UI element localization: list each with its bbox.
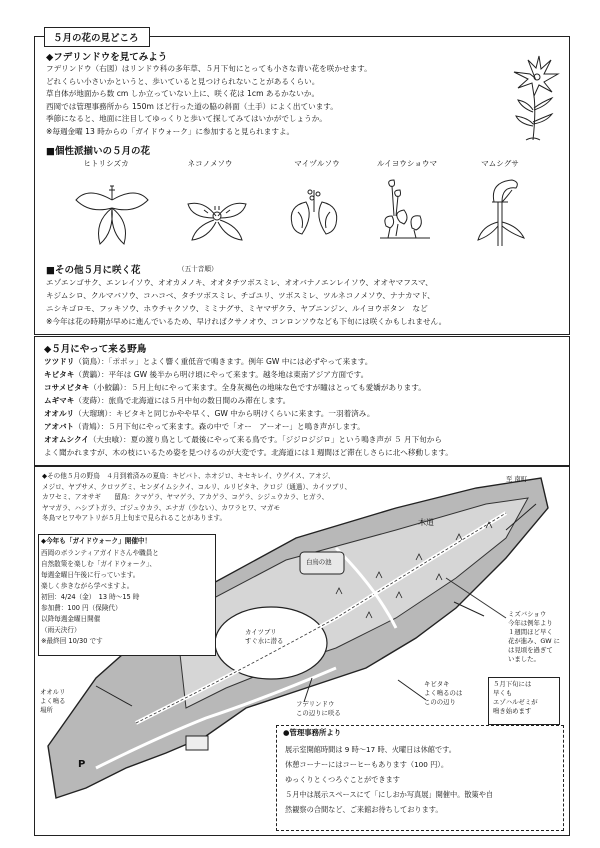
office-body	[285, 742, 559, 828]
guide-line: （雨天決行）	[41, 626, 81, 634]
bird-text: （黄鶲）：平年は GW 後半から明け頃にやって来ます。越冬地は東南アジア方面です。	[74, 370, 369, 379]
bird-row	[44, 395, 290, 408]
map-label-fude	[296, 700, 341, 718]
bird-row	[44, 369, 368, 382]
cicada-line: エゾハルゼミが	[493, 698, 538, 706]
bird-row	[44, 382, 426, 395]
office-heading: ●管理事務所より	[283, 728, 342, 737]
other-birds-line: ◆その他５月の野鳥 ４月到着済みの夏鳥：キビバト、ホオジロ、キセキレイ、ウグイス、アオジ、	[42, 472, 335, 480]
kibitaki-line: キビタキ	[424, 680, 450, 688]
kibitaki-line: よく鳴るのは	[424, 689, 463, 697]
other-birds-line: 冬鳥マヒワやアトリが５月上旬まで見られることがあります。	[42, 514, 227, 522]
cicada-line: ５月下旬には	[493, 680, 532, 688]
fude-line: 西岡では管理事務所から 150m ほど行った道の脇の斜面（土手）によく出ています。	[46, 101, 338, 111]
guide-line: 初回：4/24（金） 13 時〜15 時	[41, 593, 140, 601]
bird-text: （大虫喰）：夏の渡り鳥として最後にやって来る鳥です。「ジジロジジロ」という鳴き声が ５ 月下旬から	[88, 435, 442, 444]
map-label-parking: P	[78, 759, 86, 770]
flower-name-nekonomesou: ネコノメソウ	[187, 159, 233, 168]
mizubashou-line: 今年は例年より	[508, 619, 553, 627]
flowers-title-box	[44, 27, 150, 47]
fude-line: どれくらい小さいかというと、歩いていると見つけられないことがあるくらい。	[46, 76, 320, 86]
flowers-title: ５月の花の見どころ	[53, 33, 139, 44]
bird-row	[44, 421, 365, 434]
bird-text: （小鮫鶲）：５月上旬にやって来ます。全身灰褐色の地味な色ですが瞳はとっても愛嬌があります。	[89, 383, 426, 392]
kibitaki-line: このの辺り	[424, 698, 456, 706]
guide-line: 以降毎週金曜日開催	[41, 615, 101, 623]
office-info-box	[276, 725, 564, 831]
guide-line: ※最終回 10/30 です	[41, 637, 103, 645]
cicada-line: 早くも	[493, 689, 513, 697]
maizurusou-illustration	[284, 184, 344, 244]
other-flowers-note: （五十音順）	[178, 265, 218, 273]
fude-line: 草自体が地面から数 cm しか立っていない上に、咲く花は 1cm あるかないか。	[46, 89, 320, 98]
map-label-pond	[245, 628, 283, 646]
bird-text: よく聞かれますが、木の枝にいるため姿を見つけるのが大変です。北海道には１週間ほど滞在しさらに北へ移動します。	[44, 448, 453, 457]
office-line: 然観察の合間など、ご来館お待ちしております。	[285, 805, 443, 814]
fude-paragraph	[46, 63, 506, 143]
guide-line: 参加費：100 円（保険代）	[41, 604, 122, 612]
bird-name: アオバト	[44, 422, 74, 431]
office-line: 展示室開館時間は 9 時〜17 時、火曜日は休館です。	[285, 745, 456, 754]
mamushigusa-illustration	[472, 172, 534, 250]
cicada-note-box	[488, 677, 560, 725]
fude-line: この辺りに咲る	[296, 709, 341, 717]
pond-line2: すぐ水に潜る	[245, 637, 284, 645]
other-flowers-line: キジムシロ、クルマバソウ、コハコベ、タチツボスミレ、チゴユリ、ツボスミレ、ツルネコノメソウ、ナナカマド、	[46, 291, 435, 300]
guide-line: 自然散策を楽しむ「ガイドウォーク」、	[41, 560, 156, 568]
mizubashou-line: １週間ほど早く	[508, 628, 553, 636]
bird-row	[44, 447, 453, 460]
map-label-boardwalk: 木道	[418, 518, 434, 527]
bird-row	[44, 356, 372, 369]
bird-text: （麦蒔）：旅鳥で北海道には５月中旬の数日間のみ滞在します。	[74, 396, 291, 405]
other-flowers-line: ニシキゴロモ、フッキソウ、ホウチャクソウ、ミミナグサ、ミヤマザクラ、ヤブニンジン、ルイヨウボタン など	[46, 304, 428, 313]
flower-name-maizurusou: マイヅルソウ	[294, 159, 340, 168]
bird-row	[44, 408, 374, 421]
other-birds-line: カワセミ、アオサギ 留鳥：クマゲラ、ヤマゲラ、アカゲラ、コゲラ、シジュウカラ、ヒガラ、	[42, 493, 329, 501]
mizubashou-line: 花が進み、GW に	[508, 637, 561, 645]
other-birds-line: メジロ、ヤブサメ、クロツグミ、センダイムシクイ、コルリ、ルリビタキ、クロジ（通過）、カイツブリ、	[42, 482, 352, 491]
other-birds-line: ヤマガラ、ハシブトガラ、ゴジュウカラ、エナガ（少ない）、カワラヒワ、マガモ	[42, 503, 281, 512]
fude-heading: ◆フデリンドウを見てみよう	[46, 52, 168, 63]
ruiyoushouma-illustration	[376, 176, 438, 248]
map-label-mizubashou	[508, 610, 560, 664]
cicada-note	[493, 680, 538, 716]
bird-text: （筒鳥）：「ポポッ」とよく響く重低音で鳴きます。例年 GW 中には必ずやって来ます。	[74, 357, 373, 366]
birds-title: ◆５月にやって来る野鳥	[44, 344, 147, 355]
nekonomesou-illustration	[174, 186, 260, 246]
guide-walk-body	[41, 548, 211, 652]
other-flowers-line: ※今年は花の時期が早めに進んでいるため、早ければクサノオウ、コンロンソウなども下旬には咲くかもしれません。	[46, 317, 447, 326]
guide-line: 毎週金曜日午後に行っています。	[41, 571, 140, 579]
bird-name: ムギマキ	[44, 396, 75, 405]
fude-line: フデリンドウ	[296, 700, 335, 708]
mizubashou-line: は見頃を過ぎて	[508, 646, 553, 654]
map-label-kibitaki	[424, 680, 462, 707]
map-label-oruri	[40, 688, 66, 715]
map-label-fountain: 白鳥の池	[306, 558, 332, 566]
flower-name-ruiyoushouma: ルイヨウショウマ	[376, 159, 438, 168]
other-flowers-heading: ■その他５月に咲く花	[46, 265, 141, 276]
bird-name: ツツドリ	[44, 357, 75, 366]
other-flowers-line: エゾエンゴサク、エンレイソウ、オオカメノキ、オオタチツボスミレ、オオバナノエンレイソウ、オオヤマフスマ、	[46, 278, 433, 287]
flower-name-mamushigusa: マムシグサ	[481, 159, 519, 168]
mizubashou-line: ミズバショウ	[508, 610, 547, 618]
guide-walk-heading: ◆今年も「ガイドウォーク」開催中！	[41, 537, 152, 545]
fude-rindou-illustration	[506, 52, 564, 144]
bird-name: オオムシクイ	[44, 435, 89, 444]
hitorishizuka-illustration	[70, 178, 154, 248]
bird-text: （大瑠璃）：キビタキと同じかやや早く、GW 中から明けくらいに来ます。一羽着済み。	[74, 409, 375, 418]
fude-line: 季節になると、地面に注目してゆっくりと歩いて探してみてはいかがでしょうか。	[46, 114, 327, 123]
map-label-north: 至 南町	[506, 475, 528, 483]
guide-line: 楽しく歩きながら学べますよ。	[41, 582, 134, 590]
oruri-line: オオルリ	[40, 688, 66, 696]
fude-line: ※毎週金曜 13 時からの「ガイドウォーク」に参加すると見られますよ。	[46, 126, 295, 136]
oruri-line: よく鳴る	[40, 697, 66, 705]
pond-line1: カイツブリ	[245, 628, 277, 636]
birds-list	[44, 356, 564, 462]
flower-name-hitorishizuka: ヒトリシズカ	[83, 159, 129, 168]
bird-row	[44, 434, 442, 447]
bird-name: オオルリ	[44, 409, 75, 418]
bird-name: コサメビタキ	[44, 383, 90, 392]
guide-line: 西岡のボランティアガイドさんや職員と	[41, 549, 159, 557]
cicada-line: 鳴き始めます	[493, 707, 532, 715]
office-line: ゆっくりとくつろぐことができます	[285, 775, 400, 784]
oruri-line: 場所	[40, 706, 53, 714]
koseiha-heading: ■個性派揃いの５月の花	[46, 146, 150, 157]
mizubashou-line: いました。	[508, 655, 540, 663]
bird-text: （青鳩）：５月下旬にやって来ます。森の中で「オー アーオー」と鳴き声がします。	[74, 422, 365, 431]
office-line: ５月中は展示スペースにて「にしおか写真展」開催中。散策や自	[285, 790, 494, 799]
fude-line: フデリンドウ（右図）はリンドウ科の多年草、５月下旬にとっても小さな青い花を咲かせます。	[46, 64, 372, 73]
other-flowers-list	[46, 277, 566, 333]
guide-walk-box	[38, 534, 216, 656]
bird-name: キビタキ	[44, 370, 75, 379]
office-line: 休憩コーナーにはコーヒーもあります（100 円）。	[285, 760, 449, 769]
